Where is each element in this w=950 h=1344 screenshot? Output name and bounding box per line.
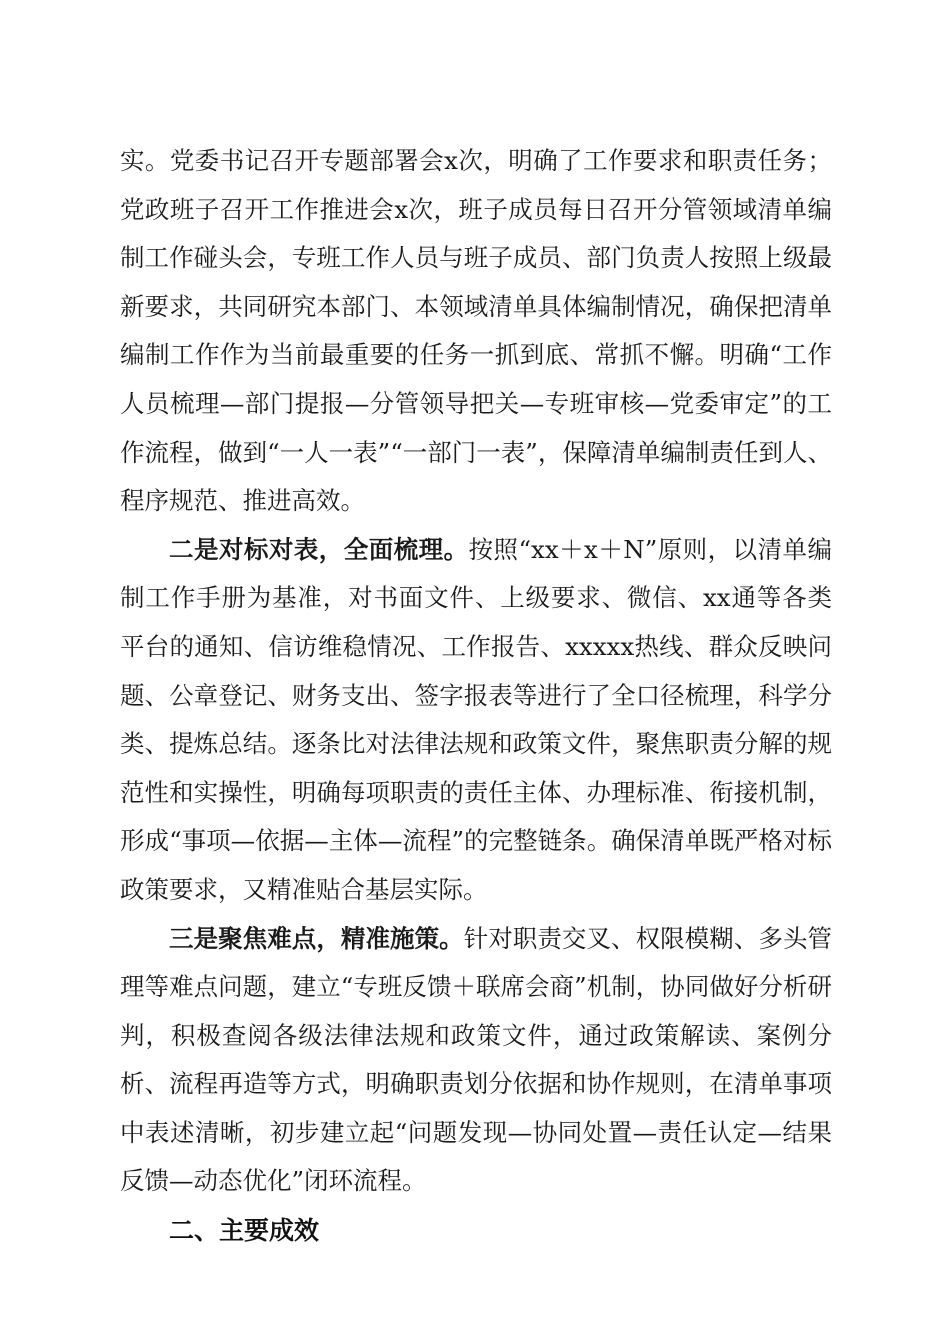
paragraph-continuation xyxy=(120,137,832,526)
paragraph-lead: 二是对标对表，全面梳理。 xyxy=(169,534,469,564)
section-heading: 二、主要成效 xyxy=(169,1216,320,1246)
paragraph-text: 实。党委书记召开专题部署会x次，明确了工作要求和职责任务；党政班子召开工作推进会x次，班子成员每日召开分管领域清单编制工作碰头会，专班工作人员与班子成员、部门负责人按照上级最新要求，共同研究本部门、本领域清单具体编制情况，确保把清单编制工作作为当前最重要的任务一抓到底、常抓不懈。明确“工作人员梳理—部门提报—分管领导把关—专班审核—党委审定”的工作流程，做到“一人一表”“一部门一表”，保障清单编制责任到人、程序规范、推进高效。 xyxy=(120,146,832,516)
document-body xyxy=(120,137,832,1256)
paragraph-text: 按照“xx＋x＋N”原则，以清单编制工作手册为基准，对书面文件、上级要求、微信、xx通等各类平台的通知、信访维稳情况、工作报告、xxxxx热线、群众反映问题、公章登记、财务支出、签字报表等进行了全口径梳理，科学分类、提炼总结。逐条比对法律法规和政策文件，聚焦职责分解的规范性和实操性，明确每项职责的责任主体、办理标准、衔接机制，形成“事项—依据—主体—流程”的完整链条。确保清单既严格对标政策要求，又精准贴合基层实际。 xyxy=(120,534,832,904)
paragraph-lead: 三是聚焦难点，精准施策。 xyxy=(169,923,464,953)
paragraph-benchmarking xyxy=(120,526,832,915)
paragraph-text: 针对职责交叉、权限模糊、多头管理等难点问题，建立“专班反馈＋联席会商”机制，协同做好分析研判，积极查阅各级法律法规和政策文件，通过政策解读、案例分析、流程再造等方式，明确职责划分依据和协作规则，在清单事项中表述清晰，初步建立起“问题发现—协同处置—责任认定—结果反馈—动态优化”闭环流程。 xyxy=(120,923,833,1196)
paragraph-difficulties xyxy=(120,915,832,1207)
